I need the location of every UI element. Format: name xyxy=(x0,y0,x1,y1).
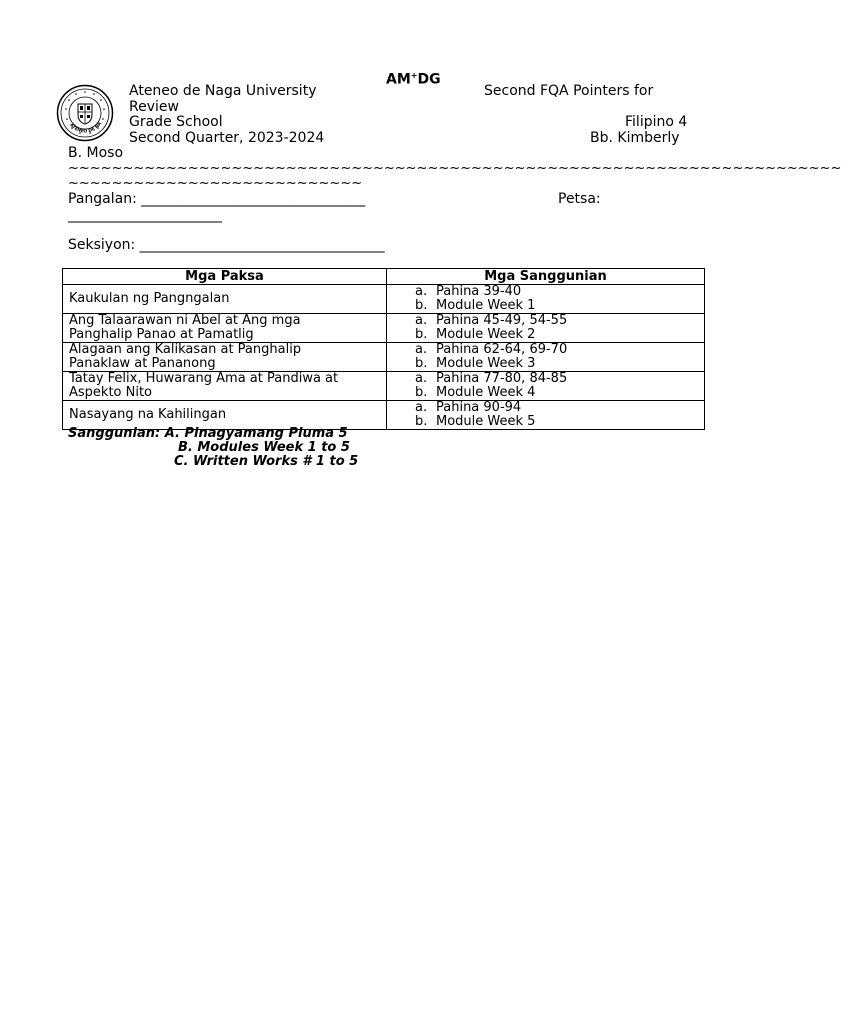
list-marker: a. xyxy=(415,342,428,357)
table-header-row xyxy=(63,269,705,285)
reference-item: Module Week 5 xyxy=(436,414,536,429)
reference-item: Pahina 62-64, 69-70 xyxy=(436,342,568,357)
list-marker: a. xyxy=(415,284,428,299)
motto: AM+DG xyxy=(386,71,441,88)
list-marker: b. xyxy=(415,385,428,400)
reference-item: Pahina 90-94 xyxy=(436,400,522,415)
reference-item: Pahina 39-40 xyxy=(436,284,522,299)
sources-line: B. Modules Week 1 to 5 xyxy=(178,440,350,455)
topic-text: Kaukulan ng Pangngalan xyxy=(69,291,230,306)
reference-item: Module Week 2 xyxy=(436,327,536,342)
table-row xyxy=(63,285,705,314)
document-title: Second FQA Pointers for xyxy=(484,83,654,99)
teacher-name: Bb. Kimberly xyxy=(590,130,680,146)
table-row xyxy=(63,372,705,401)
date-label: Petsa: xyxy=(558,191,601,207)
reference-item: Module Week 1 xyxy=(436,298,536,313)
list-marker: b. xyxy=(415,356,428,371)
subject: Filipino 4 xyxy=(625,114,688,130)
topic-text-continued: Aspekto Nito xyxy=(69,385,153,400)
list-marker: a. xyxy=(415,371,428,386)
topic-cell xyxy=(63,343,387,372)
column-header-references: Mga Sanggunian xyxy=(387,269,705,285)
table-row xyxy=(63,314,705,343)
svg-text:ATENEO DE NAGA: ATENEO DE NA xyxy=(68,121,104,135)
reference-item: Module Week 3 xyxy=(436,356,536,371)
grade-level: Grade School xyxy=(129,114,223,130)
list-marker: b. xyxy=(415,414,428,429)
list-marker: b. xyxy=(415,327,428,342)
topic-text: Alagaan ang Kalikasan at Panghalip xyxy=(69,342,302,357)
topic-text: Nasayang na Kahilingan xyxy=(69,407,227,422)
topic-text-continued: Panaklaw at Pananong xyxy=(69,356,216,371)
school-name: Ateneo de Naga University xyxy=(129,83,317,99)
topic-cell xyxy=(63,314,387,343)
date-field-line: ______________________ xyxy=(68,207,222,223)
references-cell xyxy=(387,285,705,314)
table-row xyxy=(63,343,705,372)
teacher-name-continued: B. Moso xyxy=(68,145,124,161)
references-cell xyxy=(387,343,705,372)
list-marker: a. xyxy=(415,313,428,328)
references-cell xyxy=(387,314,705,343)
section-field: Seksiyon: ___________________________________ xyxy=(68,237,385,253)
topic-text: Tatay Felix, Huwarang Ama at Pandiwa at xyxy=(69,371,339,386)
name-field: Pangalan: ________________________________ xyxy=(68,191,366,207)
topic-cell xyxy=(63,285,387,314)
reference-item: Pahina 45-49, 54-55 xyxy=(436,313,568,328)
reference-item: Module Week 4 xyxy=(436,385,536,400)
column-header-topics: Mga Paksa xyxy=(63,269,387,285)
sources-line: C. Written Works # 1 to 5 xyxy=(174,454,359,469)
school-quarter: Second Quarter, 2023-2024 xyxy=(129,130,325,146)
list-marker: a. xyxy=(415,400,428,415)
school-seal-logo xyxy=(56,84,114,142)
references-cell xyxy=(387,401,705,430)
references-cell xyxy=(387,372,705,401)
topic-text-continued: Panghalip Panao at Pamatlig xyxy=(69,327,254,342)
sources-line: Sanggunian: A. Pinagyamang Pluma 5 xyxy=(68,426,348,441)
divider-line-continued: ~~~~~~~~~~~~~~~~~~~~~~~~~~~ xyxy=(68,176,363,191)
reference-item: Pahina 77-80, 84-85 xyxy=(436,371,568,386)
document-title-continued: Review xyxy=(129,99,179,115)
divider-line: ~~~~~~~~~~~~~~~~~~~~~~~~~~~~~~~~~~~~~~~~~~~~~~~~~~~~~~~~~~~~~~~~~~~~~~~ xyxy=(68,161,841,176)
list-marker: b. xyxy=(415,298,428,313)
topic-cell xyxy=(63,372,387,401)
pointers-table xyxy=(62,268,705,430)
topic-text: Ang Talaarawan ni Abel at Ang mga xyxy=(69,313,301,328)
